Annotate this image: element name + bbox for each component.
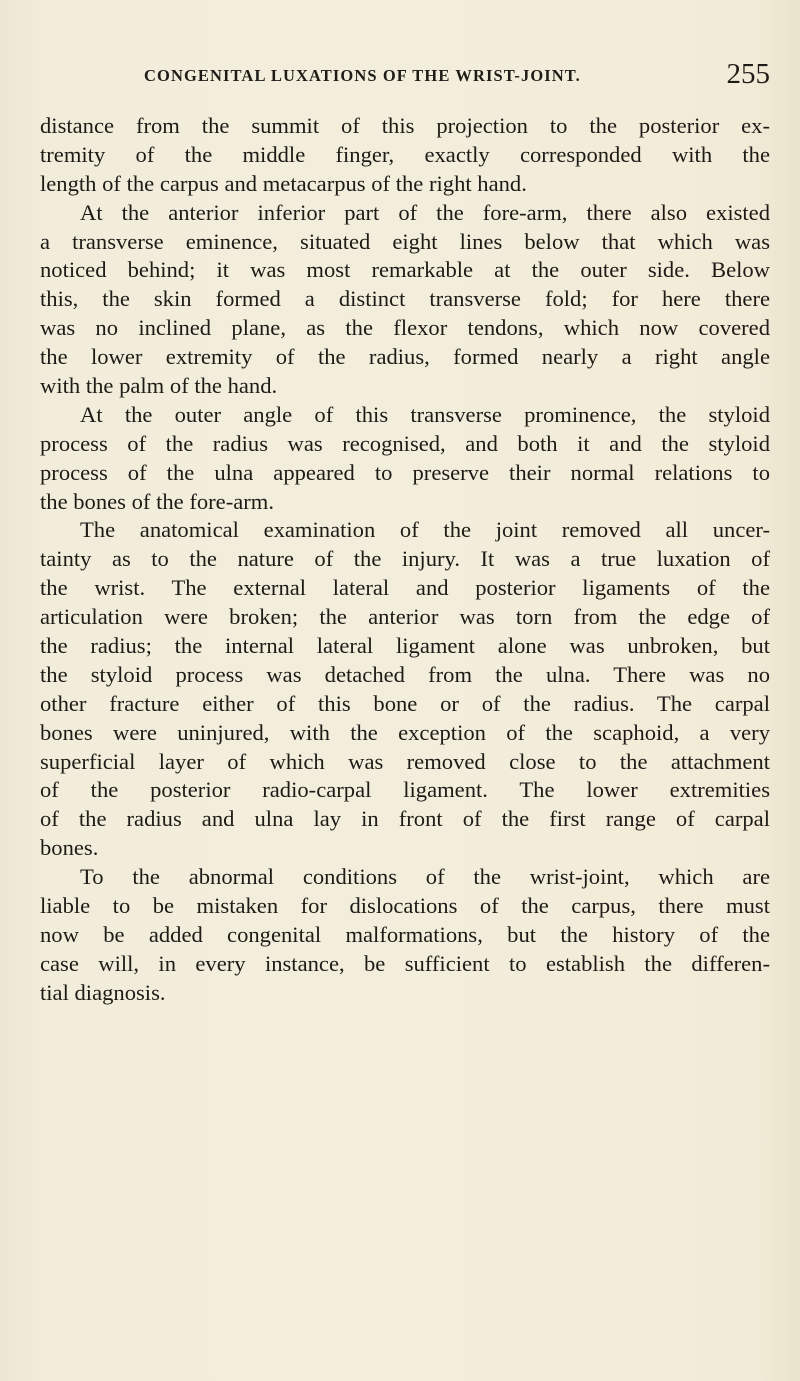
text-line: case will, in every instance, be sufficient to establish the differen- (40, 950, 770, 976)
text-line: of the posterior radio-carpal ligament. The lower extremities (40, 777, 770, 803)
text-line: noticed behind; it was most remarkable at the outer side. Below (40, 257, 770, 283)
body-text (40, 112, 770, 1008)
text-line: other fracture either of this bone or of the radius. The carpal (40, 690, 770, 716)
paragraph-first-line: At the outer angle of this transverse prominence, the styloid (80, 401, 770, 427)
text-line: tainty as to the nature of the injury. It was a true luxation of (40, 546, 770, 572)
text-line: with the palm of the hand. (40, 373, 278, 399)
text-line: the wrist. The external lateral and posterior ligaments of the (40, 575, 770, 601)
running-title: CONGENITAL LUXATIONS OF THE WRIST-JOINT. (144, 66, 581, 85)
text-line: process of the ulna appeared to preserve their normal relations to (40, 459, 770, 485)
text-line: was no inclined plane, as the flexor tendons, which now covered (40, 315, 770, 341)
paragraph-first-line: At the anterior inferior part of the fore-arm, there also existed (80, 199, 770, 225)
text-line: length of the carpus and metacarpus of the right hand. (40, 170, 527, 196)
page-header (40, 58, 770, 98)
text-line: tial diagnosis. (40, 979, 166, 1005)
text-line: tremity of the middle finger, exactly corresponded with the (40, 141, 770, 167)
paragraph-first-line: The anatomical examination of the joint removed all uncer- (80, 517, 770, 543)
text-line: liable to be mistaken for dislocations of the carpus, there must (40, 893, 770, 919)
text-line: articulation were broken; the anterior was torn from the edge of (40, 604, 770, 630)
text-line: now be added congenital malformations, but the history of the (40, 921, 770, 947)
text-line: of the radius and ulna lay in front of the first range of carpal (40, 806, 770, 832)
text-line: bones were uninjured, with the exception of the scaphoid, a very (40, 719, 770, 745)
text-line: distance from the summit of this projection to the posterior ex- (40, 113, 770, 138)
text-line: the radius; the internal lateral ligament alone was unbroken, but (40, 633, 770, 659)
text-line: this, the skin formed a distinct transverse fold; for here there (40, 286, 770, 312)
text-line: superficial layer of which was removed close to the attachment (40, 748, 770, 774)
paragraph-first-line: To the abnormal conditions of the wrist-joint, which are (80, 864, 770, 890)
text-line: the lower extremity of the radius, formed nearly a right angle (40, 344, 770, 370)
text-line: a transverse eminence, situated eight lines below that which was (40, 228, 770, 254)
text-line: process of the radius was recognised, and both it and the styloid (40, 430, 770, 456)
page-number: 255 (726, 58, 770, 90)
text-line: bones. (40, 835, 99, 861)
text-line: the styloid process was detached from the ulna. There was no (40, 661, 770, 687)
text-line: the bones of the fore-arm. (40, 488, 275, 514)
